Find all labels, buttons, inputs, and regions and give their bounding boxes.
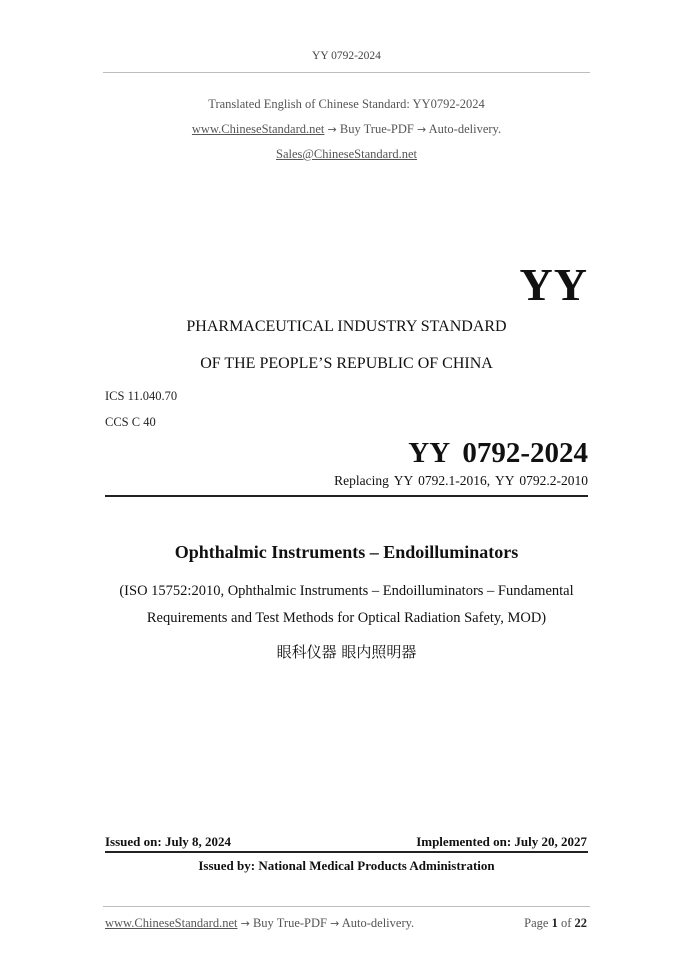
replacing-note: Replacing YY 0792.1-2016, YY 0792.2-2010 <box>334 473 588 488</box>
arrow-right-icon: → <box>327 123 337 136</box>
of-label: of <box>560 916 572 930</box>
translation-notice: Translated English of Chinese Standard: YY0792-2024 <box>208 97 485 111</box>
footer-site-link[interactable]: www.ChineseStandard.net <box>105 916 238 930</box>
arrow-right-icon: → <box>330 917 340 930</box>
sales-email-link[interactable]: Sales@ChineseStandard.net <box>276 147 417 161</box>
footer-delivery-text: Auto-delivery. <box>341 916 415 930</box>
page-indicator <box>524 916 587 931</box>
standard-prefix-logo: YY <box>519 259 588 310</box>
site-link[interactable]: www.ChineseStandard.net <box>191 122 325 136</box>
implemented-date: Implemented on: July 20, 2027 <box>416 834 587 849</box>
issued-date: Issued on: July 8, 2024 <box>105 834 232 849</box>
purchase-line <box>0 122 693 137</box>
iso-reference-line2: Requirements and Test Methods for Optical Radiation Safety, MOD) <box>146 610 547 626</box>
footer-divider <box>103 906 590 907</box>
title-divider <box>105 495 588 497</box>
page-label: Page <box>524 916 549 930</box>
ics-code: ICS 11.040.70 <box>105 389 178 403</box>
chinese-title: 眼科仪器 眼内照明器 <box>276 643 417 661</box>
arrow-right-icon: → <box>417 123 427 136</box>
page-number: 1 <box>551 916 558 930</box>
iso-reference-line1: (ISO 15752:2010, Ophthalmic Instruments – Endoilluminators – Fundamental <box>119 583 574 599</box>
dates-divider <box>105 851 588 853</box>
document-title: Ophthalmic Instruments – Endoilluminators <box>174 542 519 562</box>
standard-country: OF THE PEOPLE’S REPUBLIC OF CHINA <box>200 355 493 372</box>
standard-number: YY 0792-2024 <box>408 437 588 469</box>
buy-text: Buy True-PDF <box>339 122 414 136</box>
footer-buy-text: Buy True-PDF <box>252 916 327 930</box>
footer-purchase-line <box>105 916 414 931</box>
delivery-text: Auto-delivery. <box>428 122 502 136</box>
total-pages: 22 <box>574 916 587 930</box>
running-header: YY 0792-2024 <box>312 50 381 62</box>
issuing-authority: Issued by: National Medical Products Administration <box>198 858 495 873</box>
ccs-code: CCS C 40 <box>105 415 156 429</box>
email-line <box>0 147 693 162</box>
header-divider <box>103 72 590 73</box>
arrow-right-icon: → <box>240 917 250 930</box>
standard-category: PHARMACEUTICAL INDUSTRY STANDARD <box>186 318 507 335</box>
